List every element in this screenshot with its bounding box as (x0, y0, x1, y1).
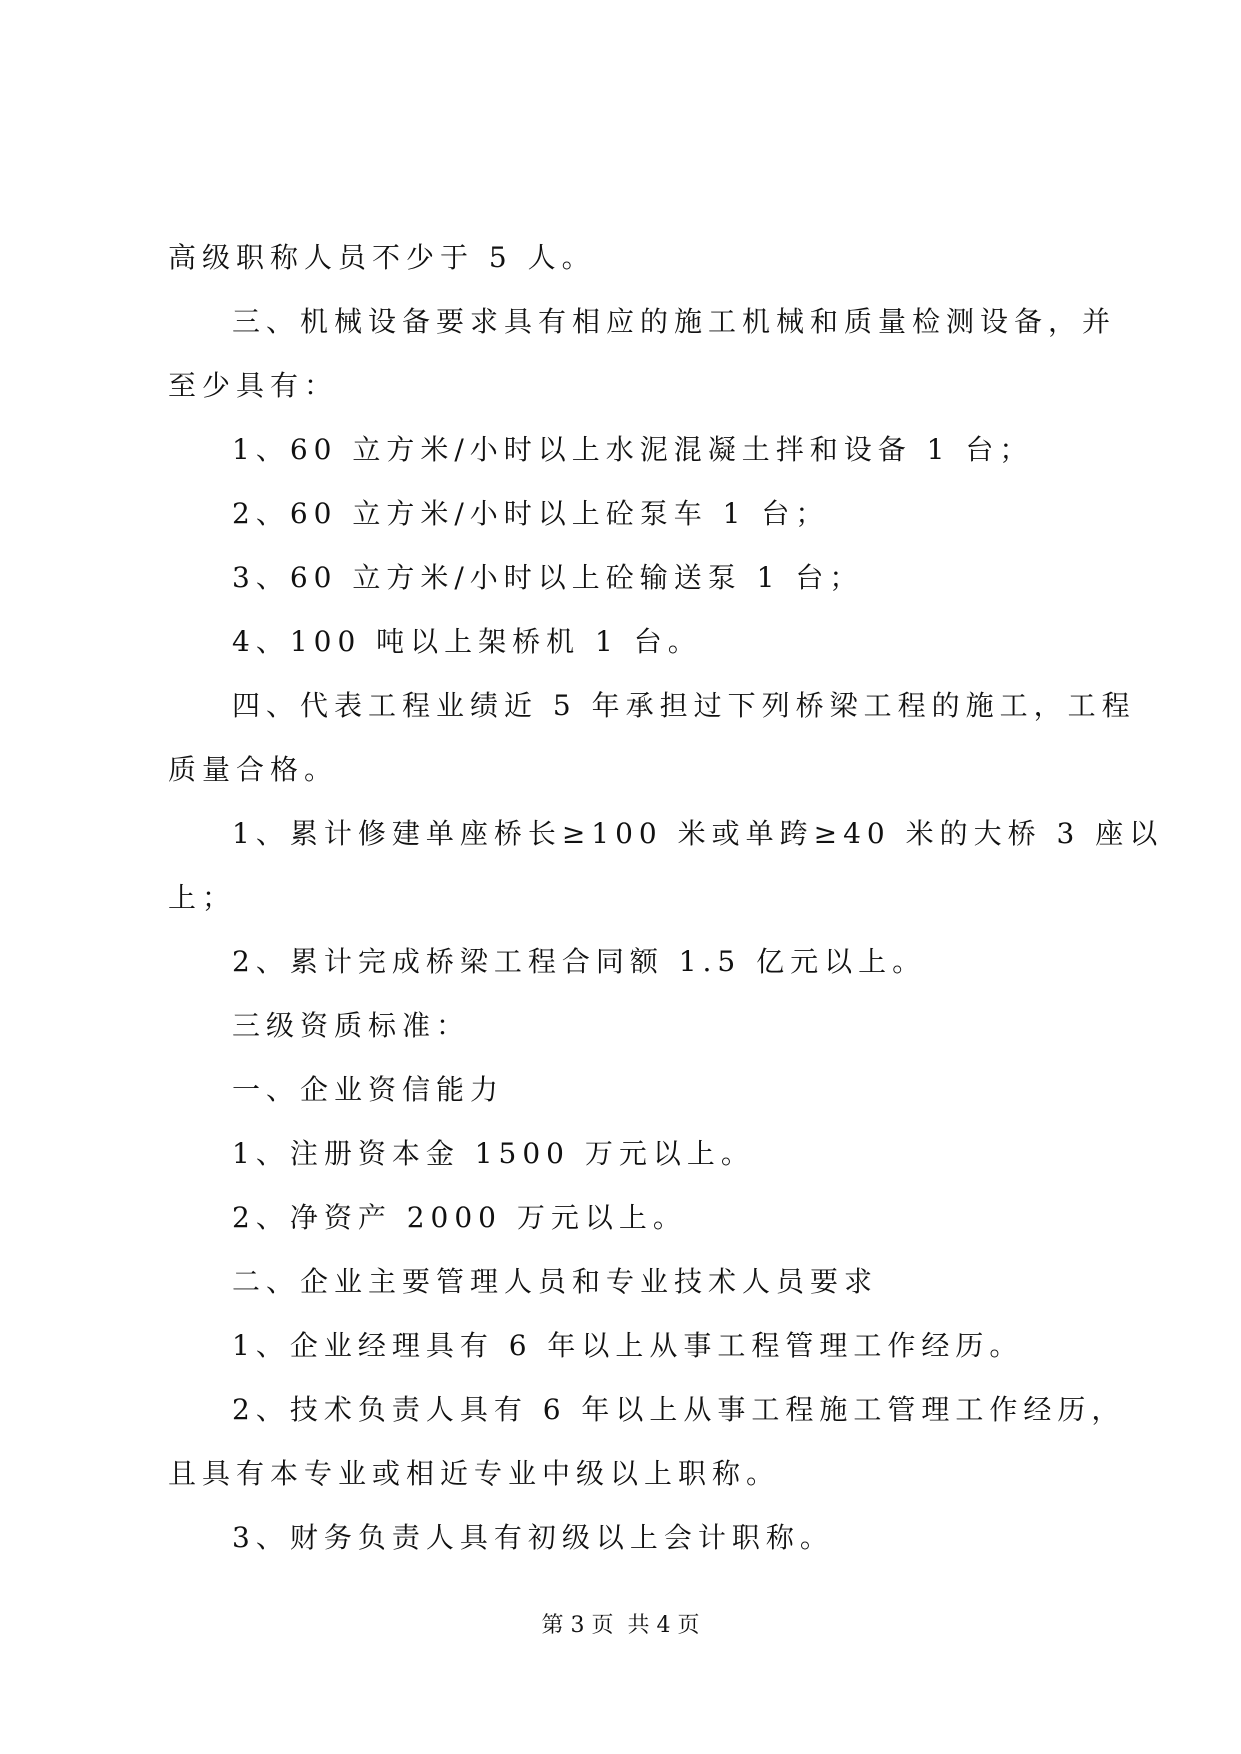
text-line: 三、机械设备要求具有相应的施工机械和质量检测设备，并 (232, 305, 1117, 338)
text-line: 二、企业主要管理人员和专业技术人员要求 (232, 1265, 879, 1298)
text-line: 1、注册资本金 1500 万元以上。 (232, 1137, 755, 1170)
text-line: 至少具有： (168, 369, 339, 402)
text-line: 质量合格。 (168, 753, 339, 786)
text-line: 2、累计完成桥梁工程合同额 1.5 亿元以上。 (232, 945, 927, 978)
text-line: 2、净资产 2000 万元以上。 (232, 1201, 687, 1234)
page-number-current: 第 3 页 (541, 1613, 614, 1638)
text-line: 且具有本专业或相近专业中级以上职称。 (168, 1457, 781, 1490)
text-line: 三级资质标准： (232, 1009, 471, 1042)
text-line: 2、60 立方米/小时以上砼泵车 1 台； (232, 497, 830, 530)
text-line: 上； (168, 881, 237, 914)
text-line: 高级职称人员不少于 5 人。 (168, 241, 596, 274)
text-line: 4、100 吨以上架桥机 1 台。 (232, 625, 702, 658)
text-line: 3、60 立方米/小时以上砼输送泵 1 台； (232, 561, 864, 594)
page-footer (0, 1612, 1241, 1640)
text-line: 1、企业经理具有 6 年以上从事工程管理工作经历。 (232, 1329, 1024, 1362)
page-number-total: 共 4 页 (627, 1613, 700, 1638)
text-line: 1、60 立方米/小时以上水泥混凝土拌和设备 1 台； (232, 433, 1034, 466)
text-line: 四、代表工程业绩近 5 年承担过下列桥梁工程的施工，工程 (232, 689, 1136, 722)
document-body (168, 226, 1164, 1570)
text-line: 3、财务负责人具有初级以上会计职称。 (232, 1521, 834, 1554)
text-line: 一、企业资信能力 (232, 1073, 505, 1106)
text-line: 1、累计修建单座桥长≥100 米或单跨≥40 米的大桥 3 座以 (232, 817, 1164, 850)
text-line: 2、技术负责人具有 6 年以上从事工程施工管理工作经历， (232, 1393, 1126, 1426)
